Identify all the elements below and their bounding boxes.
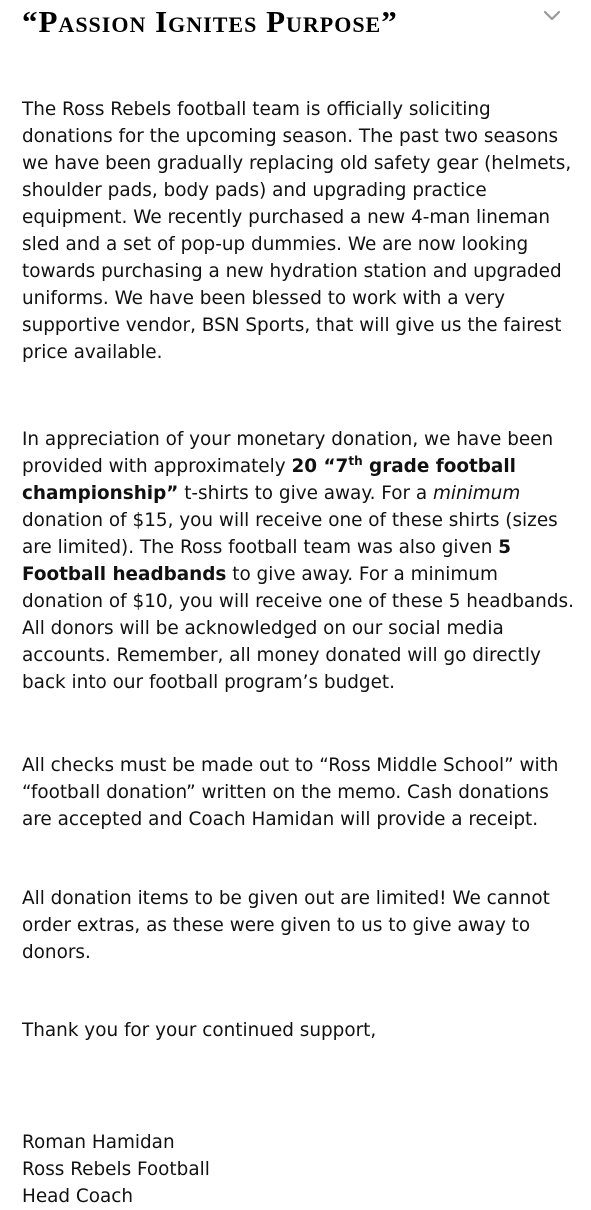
paragraph-thanks: Thank you for your continued support, — [22, 1020, 377, 1041]
appreciation-text-c: t-shirts to give away. For a — [178, 483, 433, 504]
chevron-down-icon[interactable] — [541, 4, 563, 26]
signature-name: Roman Hamidan — [22, 1132, 175, 1153]
appreciation-text-d: donation of $15, you will receive one of these shirts (sizes are limited). The Ross football team was also given — [22, 510, 558, 558]
paragraph-limited: All donation items to be given out are limited! We cannot order extras, as these were given to us to give away to donors. — [22, 888, 550, 963]
headbands-bold: 5 Football headbands — [22, 537, 511, 585]
paragraph-checks: All checks must be made out to “Ross Middle School” with “football donation” written on the memo. Cash donations are accepted and Coach Hamidan will provide a receipt. — [22, 755, 559, 830]
signature-block — [22, 1129, 210, 1210]
minimum-emphasis: minimum — [432, 483, 521, 504]
tshirt-count-bold: 20 “7th grade football championship” — [22, 454, 516, 504]
appreciation-text-e: to give away. For a minimum donation of $10, you will receive one of these 5 headbands. All donors will be acknowledged on our social media accounts. Remember, all money donated will go directly back into our football program’s budget. — [22, 564, 574, 693]
paragraph-appreciation — [22, 426, 582, 696]
appreciation-text-a: In appreciation of your monetary donation, we have been provided with approximately — [22, 429, 554, 477]
paragraph-intro: The Ross Rebels football team is officially soliciting donations for the upcoming season. The past two seasons we have been gradually replacing old safety gear (helmets, shoulder pads, body pads) and upgrading practice equipment. We recently purchased a new 4-man lineman sled and a set of pop-up dummies. We are now looking towards purchasing a new hydration station and upgraded uniforms. We have been blessed to work with a very supportive vendor, BSN Sports, that will give us the fairest price available. — [22, 99, 572, 363]
signature-role: Head Coach — [22, 1186, 134, 1207]
document-title: “Passion Ignites Purpose” — [22, 4, 398, 39]
signature-team: Ross Rebels Football — [22, 1159, 210, 1180]
